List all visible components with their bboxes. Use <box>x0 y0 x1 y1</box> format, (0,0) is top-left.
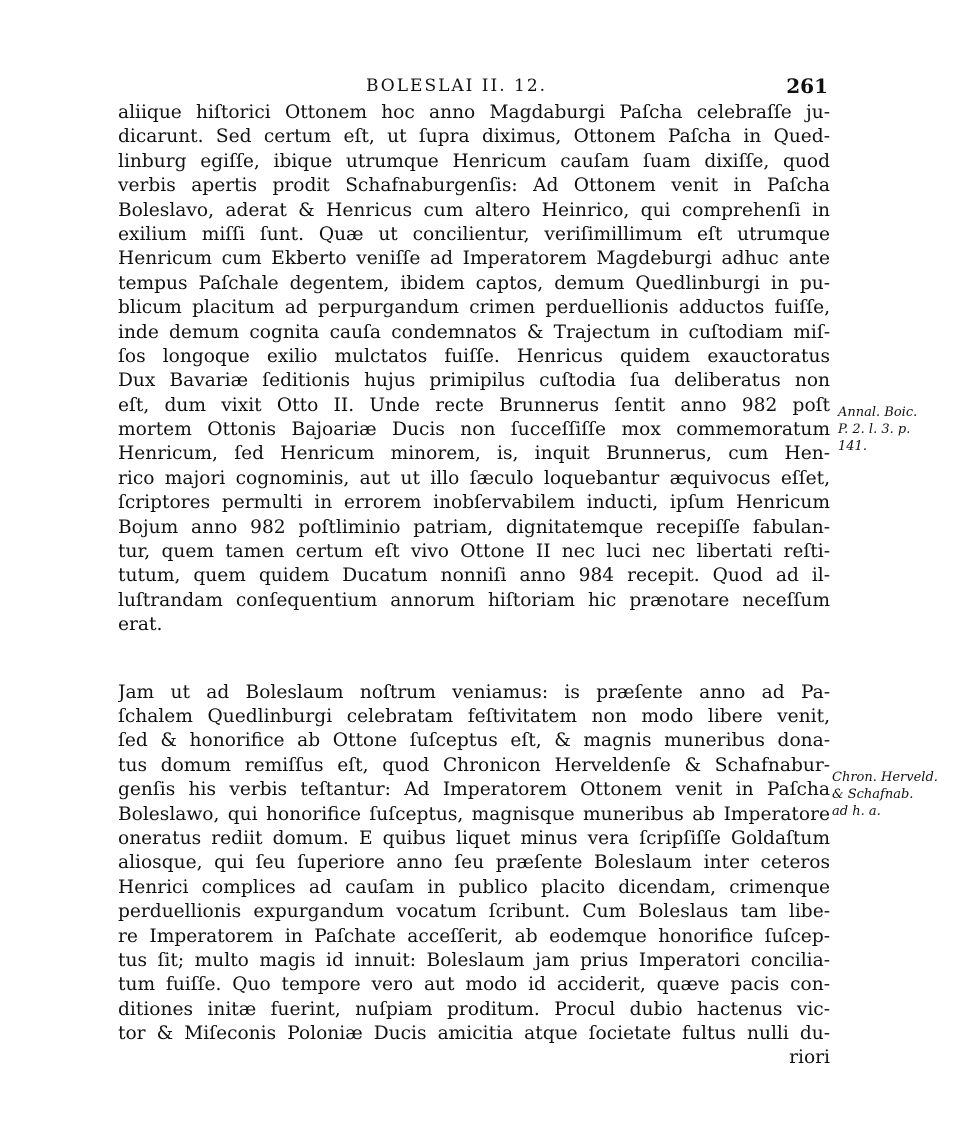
text-line: aliosque, qui ſeu ſuperiore anno ſeu præſente Boleslaum inter ceteros <box>118 852 830 874</box>
text-line: Boleslavo, aderat & Henricus cum altero Heinrico, qui comprehenſi in <box>118 199 830 221</box>
text-line: blicum placitum ad perpurgandum crimen perduellionis adductos fuiſſe, <box>118 297 830 319</box>
main-text <box>118 101 830 1071</box>
page-header <box>118 74 828 104</box>
margin-note-line: ad h. a. <box>832 804 881 819</box>
text-line: eſt, dum vixit Otto II. Unde recte Brunnerus ſentit anno 982 poſt <box>118 394 830 416</box>
margin-note-line: Chron. Herveld. <box>832 770 938 785</box>
text-line: perduellionis expurgandum vocatum ſcribunt. Cum Boleslaus tam libe- <box>118 901 830 923</box>
margin-note-chron-herveld <box>832 769 938 820</box>
text-line: Henricum cum Ekberto veniſſe ad Imperatorem Magdeburgi adhuc ante <box>118 248 830 270</box>
margin-note-annal-boic <box>838 404 917 455</box>
text-line: Bojum anno 982 poſtliminio patriam, dignitatemque recepiſſe fabulan- <box>118 516 830 538</box>
text-line: re Imperatorem in Paſchate acceſſerit, ab eodemque honorifice ſuſcep- <box>118 925 830 947</box>
text-line: Boleslawo, qui honorifice ſuſceptus, magnisque muneribus ab Imperatore <box>118 803 830 825</box>
text-line: Jam ut ad Boleslaum noſtrum veniamus: is præſente anno ad Pa- <box>118 681 830 703</box>
text-line: ditiones initæ fuerint, nuſpiam proditum. Procul dubio hactenus vic- <box>118 998 830 1020</box>
text-line: rico majori cognominis, aut ut illo ſæculo loquebantur æquivocus eſſet, <box>118 467 830 489</box>
text-line: tus ſit; multo magis id innuit: Boleslaum jam prius Imperatori concilia- <box>118 949 830 971</box>
text-line: mortem Ottonis Bajoariæ Ducis non ſucceſſiſſe mox commemoratum <box>118 419 830 441</box>
running-title: BOLESLAI II. 12. <box>366 76 548 96</box>
text-line: ſos longoque exilio mulctatos fuiſſe. Henricus quidem exauctoratus <box>118 345 830 367</box>
text-line: tus domum remiſſus eſt, quod Chronicon Herveldenſe & Schafnabur- <box>118 754 830 776</box>
margin-note-line: Annal. Boic. <box>838 405 918 420</box>
text-line: tempus Paſchale degentem, ibidem captos, demum Quedlinburgi in pu- <box>118 272 830 294</box>
paragraph-2 <box>118 681 830 1071</box>
margin-note-line: 141. <box>838 439 867 454</box>
text-line: inde demum cognita cauſa condemnatos & Trajectum in cuſtodiam miſ- <box>118 321 830 343</box>
text-line: luſtrandam conſequentium annorum hiſtoriam hic prænotare neceſſum <box>118 589 830 611</box>
text-line: tor & Miſeconis Poloniæ Ducis amicitia atque ſocietate fultus nulli du- <box>118 1023 830 1045</box>
text-line: ſed & honorifice ab Ottone ſuſceptus eſt, & magnis muneribus dona- <box>118 730 830 752</box>
text-line: Henrici complices ad cauſam in publico placito dicendam, crimenque <box>118 876 830 898</box>
text-line: Dux Bavariæ ſeditionis hujus primipilus cuſtodia ſua deliberatus non <box>118 370 830 392</box>
paragraph-1 <box>118 101 830 638</box>
text-line: tur, quem tamen certum eſt vivo Ottone II nec luci nec libertati reſti- <box>118 541 830 563</box>
text-line: exilium miſſi ſunt. Quæ ut concilientur, veriſimillimum eſt utrumque <box>118 223 830 245</box>
text-line: ſcriptores permulti in errorem inobſervabilem inducti, ipſum Henricum <box>118 492 830 514</box>
text-line: verbis apertis prodit Schafnaburgenſis: Ad Ottonem venit in Paſcha <box>118 175 830 197</box>
margin-note-line: & Schafnab. <box>832 787 914 802</box>
text-line: tum fuiſſe. Quo tempore vero aut modo id acciderit, quæve pacis con- <box>118 974 830 996</box>
catchword: riori <box>789 1047 830 1069</box>
text-line: dicarunt. Sed certum eſt, ut ſupra diximus, Ottonem Paſcha in Qued- <box>118 126 830 148</box>
text-line: erat. <box>118 614 163 636</box>
margin-note-line: P. 2. l. 3. p. <box>838 422 911 437</box>
text-line: linburg egiſſe, ibique utrumque Henricum cauſam ſuam dixiſſe, quod <box>118 150 830 172</box>
text-line: tutum, quem quidem Ducatum nonniſi anno 984 recepit. Quod ad il- <box>118 565 830 587</box>
text-line: genſis his verbis teſtantur: Ad Imperatorem Ottonem venit in Paſcha <box>118 779 830 801</box>
text-line: Henricum, ſed Henricum minorem, is, inquit Brunnerus, cum Hen- <box>118 443 830 465</box>
text-line: aliique hiſtorici Ottonem hoc anno Magdaburgi Paſcha celebraſſe ju- <box>118 102 830 123</box>
text-line: oneratus rediit domum. E quibus liquet minus vera ſcripſiſſe Goldaſtum <box>118 827 830 849</box>
text-line: ſchalem Quedlinburgi celebratam feſtivitatem non modo libere venit, <box>118 705 830 727</box>
page-number: 261 <box>786 74 828 98</box>
